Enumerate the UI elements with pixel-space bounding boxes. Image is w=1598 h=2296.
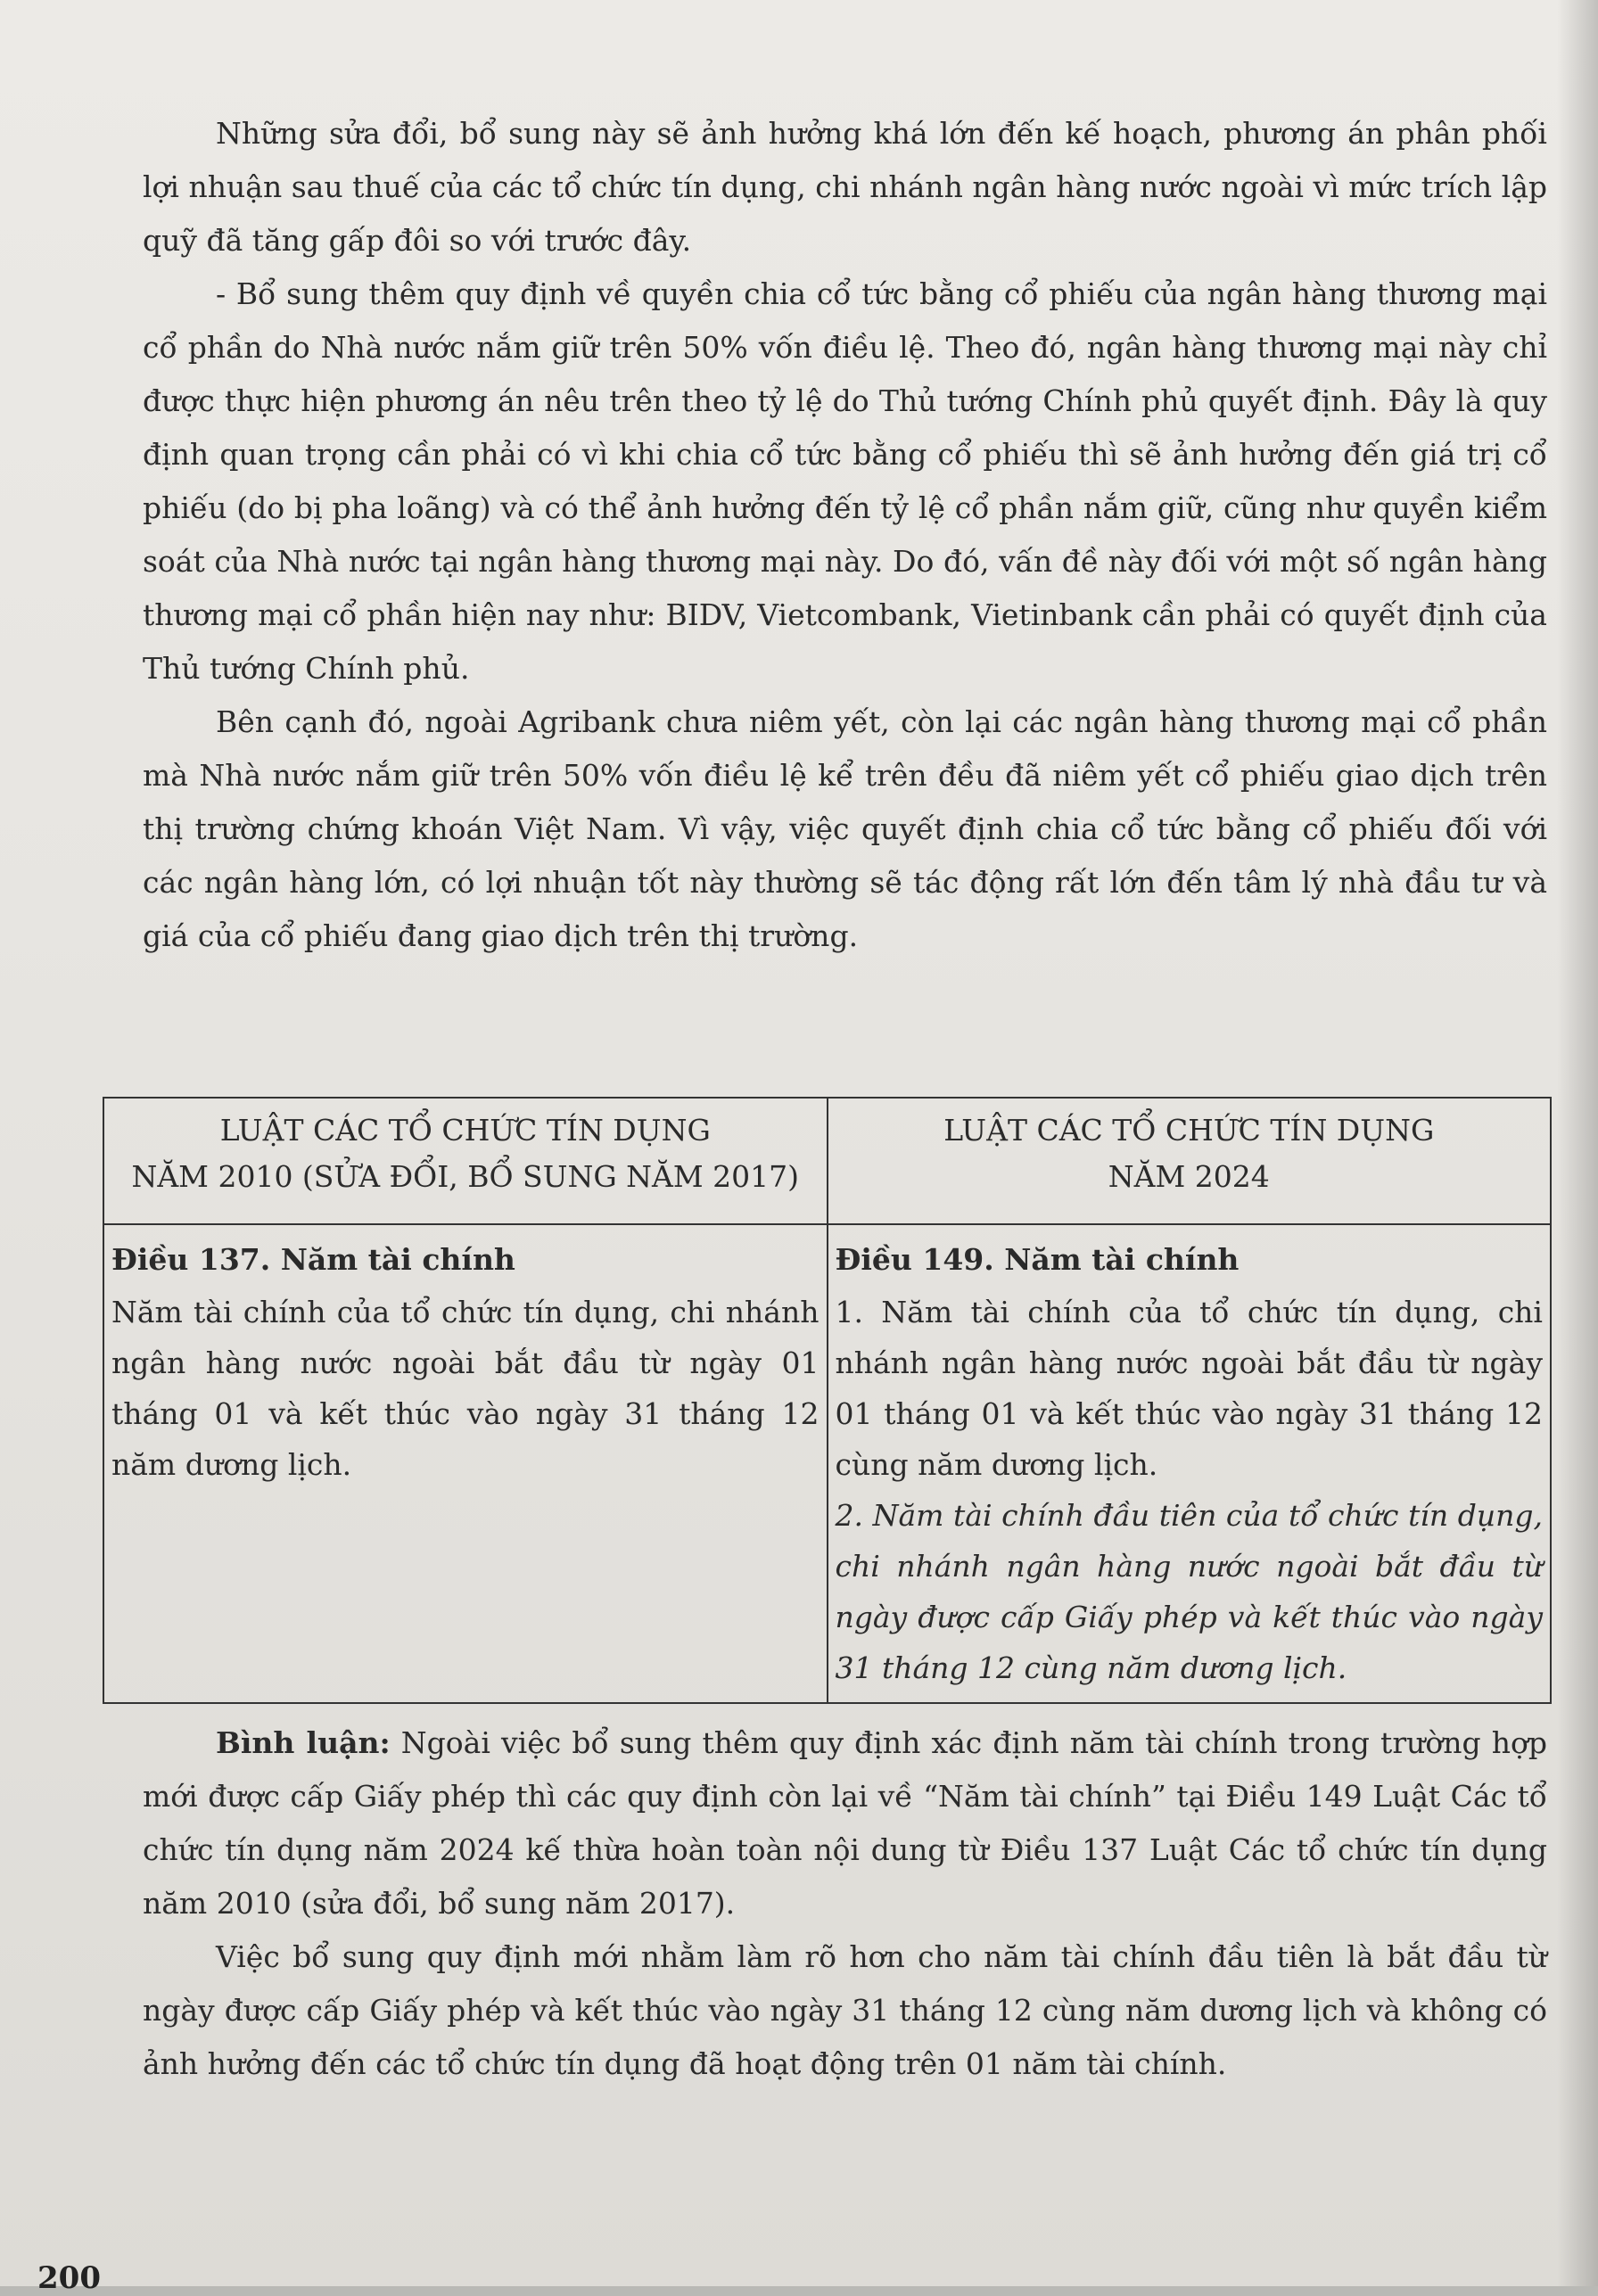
table-row xyxy=(103,1224,1551,1703)
table-header-left xyxy=(103,1098,828,1224)
intro-paragraph-3: Bên cạnh đó, ngoài Agribank chưa niêm yết, còn lại các ngân hàng thương mại cổ phần mà Nhà nước nắm giữ trên 50% vốn điều lệ kể trên đều đã niêm yết cổ phiếu giao dịch trên thị trường chứng khoán Việt Nam. Vì vậy, việc quyết định chia cổ tức bằng cổ phiếu đối với các ngân hàng lớn, có lợi nhuận tốt này thường sẽ tác động rất lớn đến tâm lý nhà đầu tư và giá của cổ phiếu đang giao dịch trên thị trường. xyxy=(143,704,1547,953)
table-header-right xyxy=(828,1098,1552,1224)
right-article-item-2: 2. Năm tài chính đầu tiên của tổ chức tín dụng, chi nhánh ngân hàng nước ngoài bắt đầu từ ngày được cấp Giấy phép và kết thúc vào ngày 31 tháng 12 cùng năm dương lịch. xyxy=(835,1498,1543,1685)
intro-section xyxy=(143,107,1547,963)
commentary-text: Ngoài việc bổ sung thêm quy định xác định năm tài chính trong trường hợp mới được cấp Giấy phép thì các quy định còn lại về “Năm tài chính” tại Điều 149 Luật Các tổ chức tín dụng năm 2024 kế thừa hoàn toàn nội dung từ Điều 137 Luật Các tổ chức tín dụng năm 2010 (sửa đổi, bổ sung năm 2017). xyxy=(143,1725,1547,1921)
intro-paragraph-2: - Bổ sung thêm quy định về quyền chia cổ tức bằng cổ phiếu của ngân hàng thương mại cổ phần do Nhà nước nắm giữ trên 50% vốn điều lệ. Theo đó, ngân hàng thương mại này chỉ được thực hiện phương án nêu trên theo tỷ lệ do Thủ tướng Chính phủ quyết định. Đây là quy định quan trọng cần phải có vì khi chia cổ tức bằng cổ phiếu thì sẽ ảnh hưởng đến giá trị cổ phiếu (do bị pha loãng) và có thể ảnh hưởng đến tỷ lệ cổ phần nắm giữ, cũng như quyền kiểm soát của Nhà nước tại ngân hàng thương mại này. Do đó, vấn đề này đối với một số ngân hàng thương mại cổ phần hiện nay như: BIDV, Vietcombank, Vietinbank cần phải có quyết định của Thủ tướng Chính phủ. xyxy=(143,276,1547,686)
right-article-title: Điều 149. Năm tài chính xyxy=(835,1242,1240,1277)
commentary-paragraph-2: Việc bổ sung quy định mới nhằm làm rõ hơn cho năm tài chính đầu tiên là bắt đầu từ ngày được cấp Giấy phép và kết thúc vào ngày 31 tháng 12 cùng năm dương lịch và không có ảnh hưởng đến các tổ chức tín dụng đã hoạt động trên 01 năm tài chính. xyxy=(143,1939,1547,2081)
header-right-line-2: NĂM 2024 xyxy=(1108,1159,1270,1194)
left-article-title: Điều 137. Năm tài chính xyxy=(111,1242,515,1277)
header-right-line-1: LUẬT CÁC TỔ CHỨC TÍN DỤNG xyxy=(943,1113,1435,1148)
table-cell-left xyxy=(103,1224,828,1703)
commentary-paragraph-1 xyxy=(143,1716,1547,1930)
page-edge-shadow xyxy=(1557,0,1598,2286)
comparison-table xyxy=(103,1097,1552,1704)
right-article-item-1: 1. Năm tài chính của tổ chức tín dụng, chi nhánh ngân hàng nước ngoài bắt đầu từ ngày 01 tháng 01 và kết thúc vào ngày 31 tháng 12 cùng năm dương lịch. xyxy=(835,1295,1543,1482)
table-header-row xyxy=(103,1098,1551,1224)
intro-paragraph-1: Những sửa đổi, bổ sung này sẽ ảnh hưởng khá lớn đến kế hoạch, phương án phân phối lợi nhuận sau thuế của các tổ chức tín dụng, chi nhánh ngân hàng nước ngoài vì mức trích lập quỹ đã tăng gấp đôi so với trước đây. xyxy=(143,116,1547,258)
left-article-text: Năm tài chính của tổ chức tín dụng, chi nhánh ngân hàng nước ngoài bắt đầu từ ngày 01 tháng 01 và kết thúc vào ngày 31 tháng 12 năm dương lịch. xyxy=(111,1295,820,1482)
commentary-section xyxy=(143,1716,1547,2091)
table-cell-right xyxy=(828,1224,1552,1703)
header-left-line-1: LUẬT CÁC TỔ CHỨC TÍN DỤNG xyxy=(219,1113,711,1148)
header-left-line-2: NĂM 2010 (SỬA ĐỔI, BỔ SUNG NĂM 2017) xyxy=(131,1159,800,1194)
comparison-table-wrapper xyxy=(103,1097,1552,1685)
page-number: 200 xyxy=(37,2260,101,2296)
commentary-label: Bình luận: xyxy=(216,1725,391,1760)
